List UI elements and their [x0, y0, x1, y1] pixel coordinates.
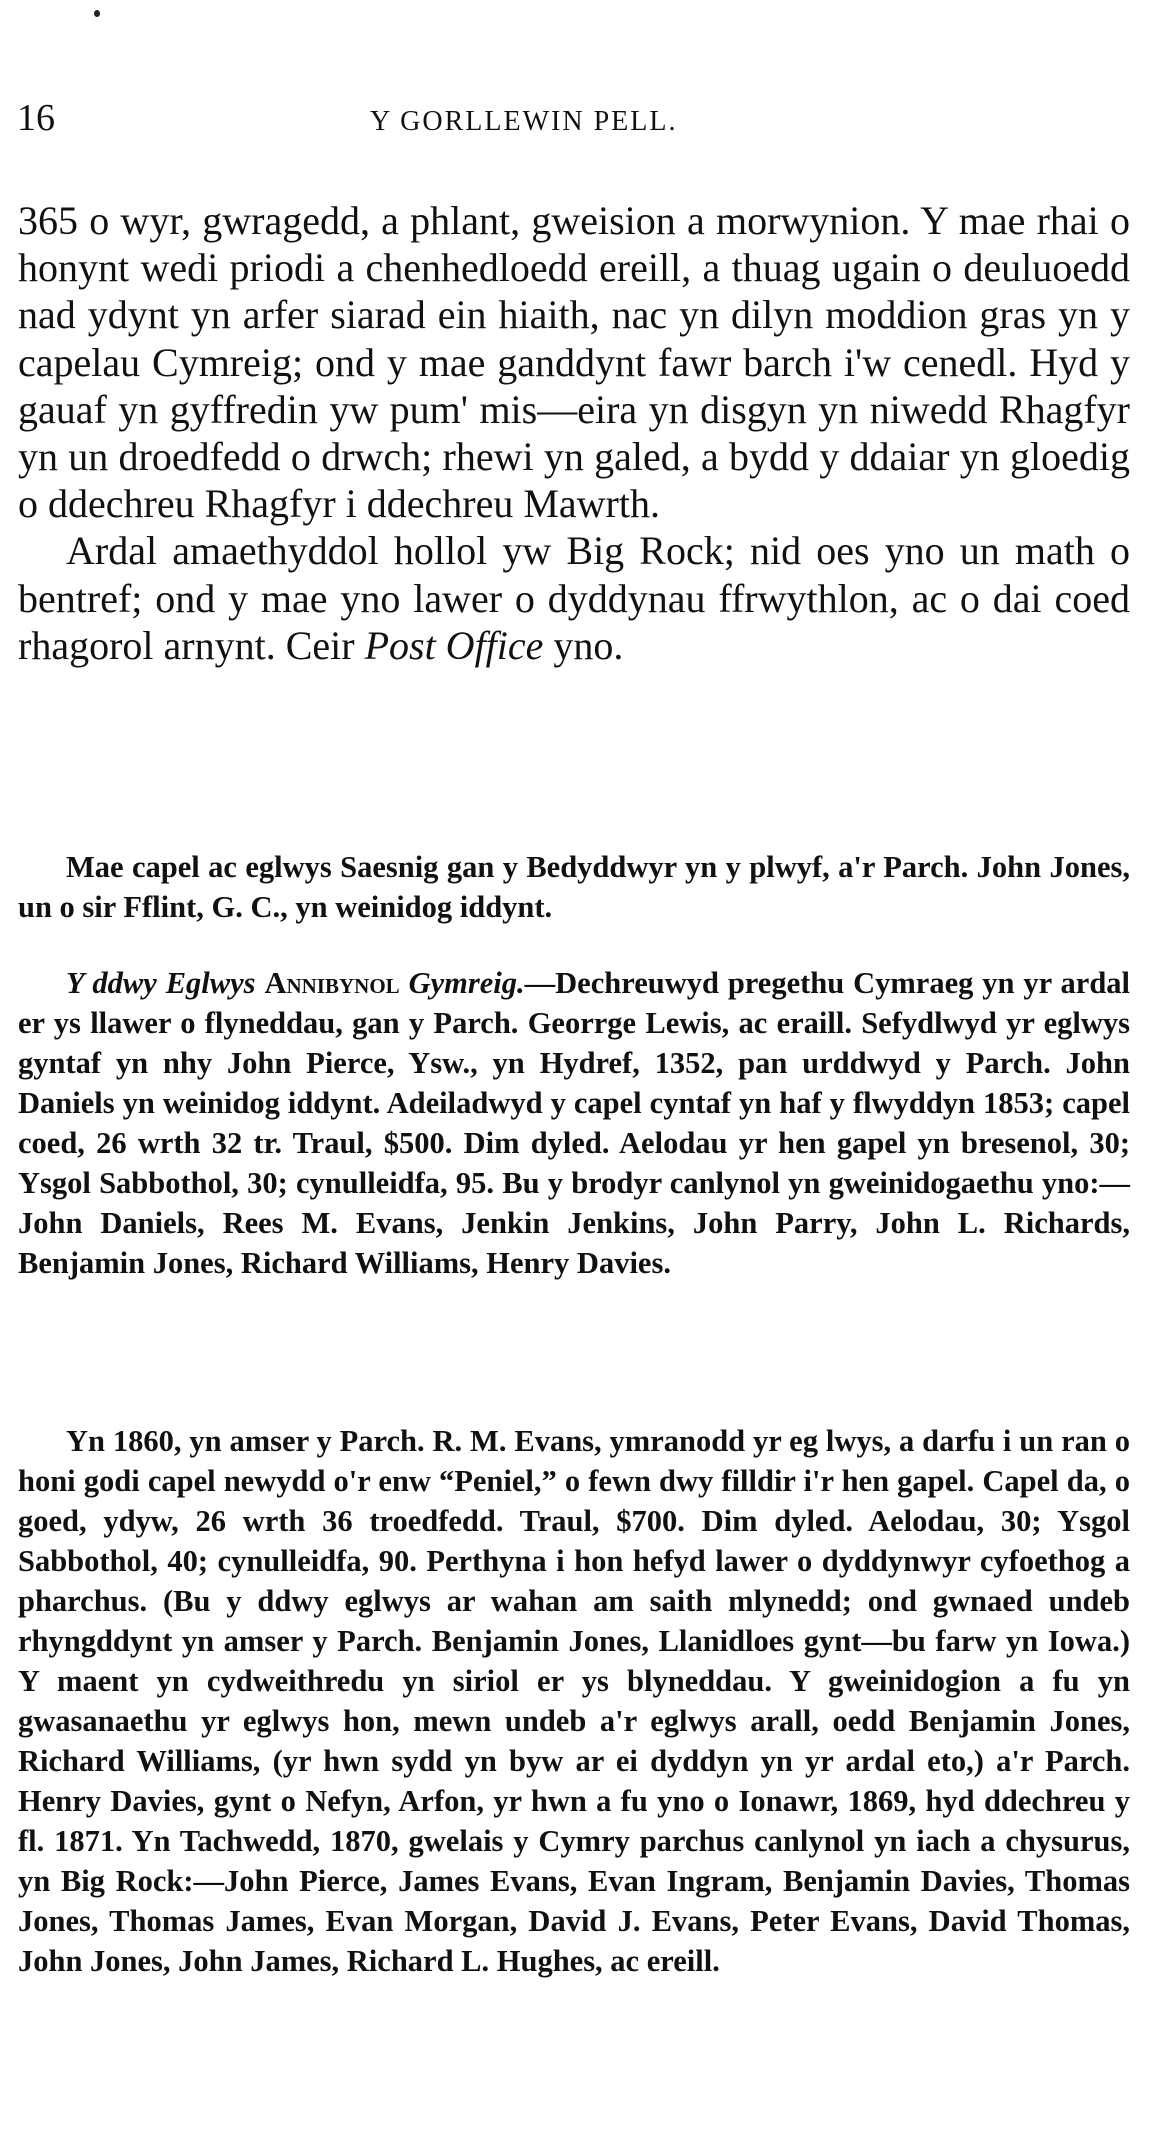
paragraph-two-churches	[18, 963, 1130, 1283]
baptist-note	[18, 847, 1130, 927]
paragraph-big-rock	[18, 527, 1130, 669]
page-number: 16	[17, 97, 55, 139]
main-text	[18, 197, 1130, 669]
ink-speck	[94, 10, 100, 17]
section-lead-smallcaps: Annibynol	[264, 966, 400, 1000]
independent-churches	[18, 963, 1130, 1283]
section-lead-italic: Y ddwy Eglwys	[66, 966, 256, 1000]
paragraph-big-rock-end: yno.	[543, 622, 624, 668]
page-header	[0, 96, 1159, 148]
peniel-section	[18, 1421, 1130, 1981]
paragraph-peniel: Yn 1860, yn amser y Parch. R. M. Evans, ymranodd yr eg lwys, a darfu i un ran o honi godi capel newydd o'r enw “Peniel,” o fewn dwy filldir i'r hen gapel. Capel da, o goed, ydyw, 26 wrth 36 troedfedd. Traul, $700. Dim dyled. Aelodau, 30; Ysgol Sabbothol, 40; cynulleidfa, 90. Perthyna i hon hefyd lawer o dyddynwyr cyfoethog a pharchus. (Bu y ddwy eglwys ar wahan am saith mlynedd; ond gwnaed undeb rhyngddynt yn amser y Parch. Benjamin Jones, Llanidloes gynt—bu farw yn Iowa.) Y maent yn cydweithredu yn siriol er ys blyneddau. Y gweinidogion a fu yn gwasanaethu yr eglwys hon, mewn undeb a'r eglwys arall, oedd Benjamin Jones, Richard Williams, (yr hwn sydd yn byw ar ei dyddyn yn yr ardal eto,) a'r Parch. Henry Davies, gynt o Nefyn, Arfon, yr hwn a fu yno o Ionawr, 1869, hyd ddechreu y fl. 1871. Yn Tachwedd, 1870, gwelais y Cymry parchus canlynol yn iach a chysurus, yn Big Rock:—John Pierce, James Evans, Evan Ingram, Benjamin Davies, Thomas Jones, Thomas James, Evan Morgan, David J. Evans, Peter Evans, David Thomas, John Jones, John James, Richard L. Hughes, ac ereill.	[18, 1424, 1130, 1978]
post-office-italic: Post Office	[364, 622, 544, 668]
paragraph-big-rock-text: Ardal amaethyddol hollol yw Big Rock; nid oes yno un math o bentref; ond y mae yno lawer o dyddynau ffrwythlon, ac o dai coed rhagorol arnynt. Ceir	[18, 528, 1130, 668]
running-title: Y GORLLEWIN PELL.	[370, 106, 678, 137]
paragraph-intro: 365 o wyr, gwragedd, a phlant, gweision a morwynion. Y mae rhai o honynt wedi priodi a chenhedloedd ereill, a thuag ugain o deuluoedd nad ydynt yn arfer siarad ein hiaith, nac yn dilyn moddion gras yn y capelau Cymreig; ond y mae ganddynt fawr barch i'w cenedl. Hyd y gauaf yn gyffredin yw pum' mis—eira yn disgyn yn niwedd Rhagfyr yn un droedfedd o drwch; rhewi yn galed, a bydd y ddaiar yn gloedig o ddechreu Rhagfyr i ddechreu Mawrth.	[18, 198, 1130, 527]
section-lead-italic-2: Gymreig.	[408, 966, 525, 1000]
paragraph-baptist-chapel: Mae capel ac eglwys Saesnig gan y Bedyddwyr yn y plwyf, a'r Parch. John Jones, un o sir Fflint, G. C., yn weinidog iddynt.	[18, 850, 1130, 924]
paragraph-two-churches-text: —Dechreuwyd pregethu Cymraeg yn yr ardal er ys llawer o flyneddau, gan y Parch. Georrge Lewis, ac eraill. Sefydlwyd yr eglwys gyntaf yn nhy John Pierce, Ysw., yn Hydref, 1352, pan urddwyd y Parch. John Daniels yn weinidog iddynt. Adeiladwyd y capel cyntaf yn haf y flwyddyn 1853; capel coed, 26 wrth 32 tr. Traul, $500. Dim dyled. Aelodau yr hen gapel yn bresenol, 30; Ysgol Sabbothol, 30; cynulleidfa, 95. Bu y brodyr canlynol yn gweinidogaethu yno:—John Daniels, Rees M. Evans, Jenkin Jenkins, John Parry, John L. Richards, Benjamin Jones, Richard Williams, Henry Davies.	[18, 966, 1131, 1280]
